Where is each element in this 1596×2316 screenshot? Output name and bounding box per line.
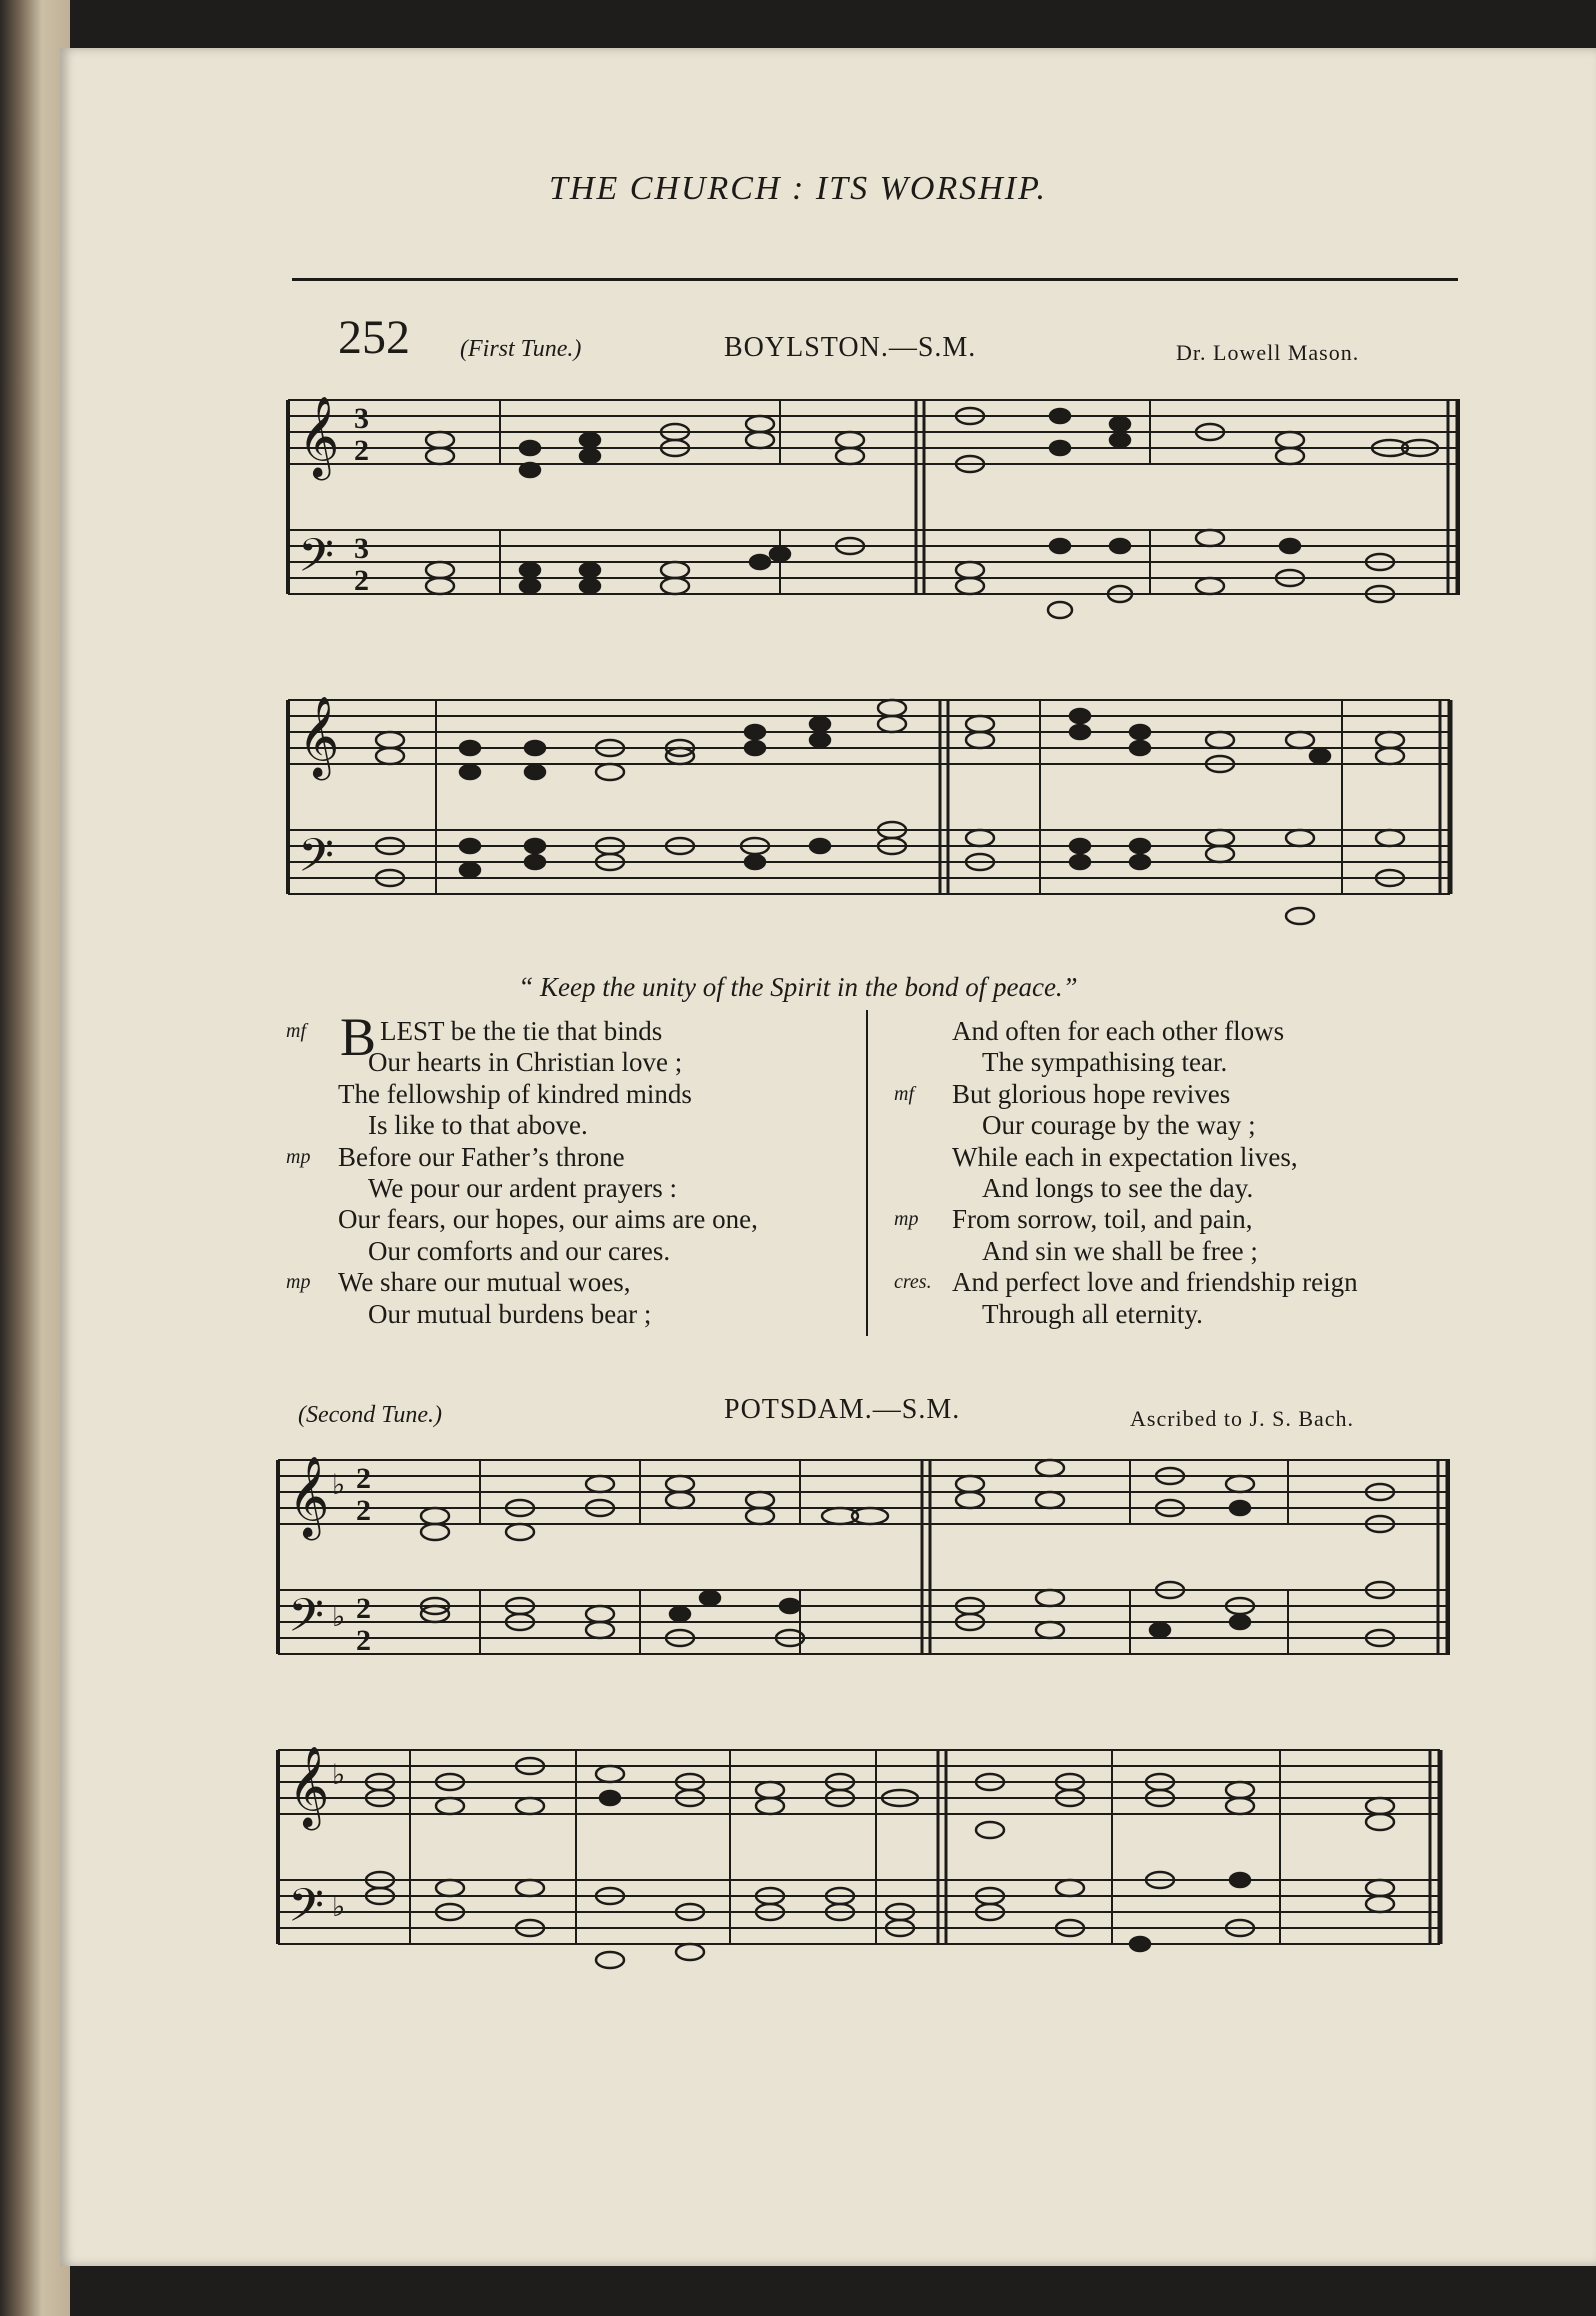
- flat-icon: ♭: [332, 1470, 346, 1501]
- drop-cap: B: [340, 1007, 377, 1067]
- dynamic-mark: cres.: [894, 1271, 932, 1294]
- header-rule: [292, 278, 1458, 281]
- verse-line: And perfect love and friendship reign: [952, 1267, 1358, 1298]
- verse-line: Our comforts and our cares.: [368, 1235, 671, 1266]
- verse-line: While each in expectation lives,: [952, 1141, 1298, 1172]
- verse-line: LEST be the tie that binds: [380, 1016, 663, 1046]
- verse-line: But glorious hope revives: [952, 1078, 1231, 1109]
- bass-clef-icon-2: 𝄢: [298, 831, 335, 893]
- first-tune-label: (First Tune.): [460, 336, 582, 362]
- verse-line: And sin we shall be free ;: [982, 1235, 1258, 1266]
- time-sig-top-bass: 3: [354, 532, 369, 565]
- potsdam-score: [270, 1440, 1450, 2000]
- treble-clef-icon-4: 𝄞: [288, 1749, 330, 1826]
- dynamic-mark: mp: [894, 1208, 919, 1231]
- notes-system-3: [421, 1460, 1394, 1646]
- verse-line: We share our mutual woes,: [338, 1267, 631, 1298]
- bass-clef-icon-3: 𝄢: [288, 1591, 325, 1653]
- potsdam-system-1: [278, 1460, 1450, 1654]
- verse-line: Before our Father’s throne: [338, 1141, 625, 1172]
- treble-clef-icon-2: 𝄞: [298, 699, 340, 776]
- verse-line: Our hearts in Christian love ;: [368, 1047, 683, 1078]
- time-sig-2-bottom-bass: 2: [356, 1624, 371, 1657]
- time-sig-2-bottom: 2: [356, 1494, 371, 1527]
- bass-clef-icon: 𝄢: [298, 531, 335, 593]
- notes-system-4: [366, 1758, 1394, 1968]
- notes-system-1: [426, 408, 1438, 618]
- verse-line: And longs to see the day.: [982, 1173, 1254, 1203]
- verse-line: Is like to that above.: [368, 1110, 588, 1141]
- second-tune-label: (Second Tune.): [298, 1402, 442, 1428]
- verse-line: From sorrow, toil, and pain,: [952, 1204, 1253, 1235]
- treble-clef-icon: 𝄞: [298, 399, 340, 476]
- time-sig-top: 3: [354, 402, 369, 435]
- hymn-number: 252: [338, 311, 410, 364]
- verse-line: The fellowship of kindred minds: [338, 1078, 692, 1109]
- time-sig-bottom-bass: 2: [354, 564, 369, 597]
- boylston-system-1: [288, 400, 1460, 594]
- page-header: THE CHURCH : ITS WORSHIP.: [549, 170, 1047, 207]
- boylston-score: [280, 380, 1460, 940]
- dynamic-mark: mp: [286, 1271, 311, 1294]
- verse-line: We pour our ardent prayers :: [368, 1173, 677, 1203]
- verse-line: The sympathising tear.: [982, 1047, 1228, 1078]
- scripture-motto: “ Keep the unity of the Spirit in the bond of peace.”: [518, 972, 1078, 1002]
- verse-line: Our mutual burdens bear ;: [368, 1298, 652, 1329]
- verse-line: Our courage by the way ;: [982, 1110, 1256, 1141]
- treble-clef-icon-3: 𝄞: [288, 1459, 330, 1536]
- flat-icon-bass-2: ♭: [332, 1892, 346, 1923]
- second-tune-composer: Ascribed to J. S. Bach.: [1130, 1406, 1355, 1431]
- time-sig-bottom: 2: [354, 434, 369, 467]
- dynamic-mark: mf: [894, 1082, 914, 1105]
- first-tune-composer: Dr. Lowell Mason.: [1176, 340, 1360, 365]
- time-sig-2-top: 2: [356, 1462, 371, 1495]
- notes-system-2: [376, 700, 1404, 924]
- time-sig-2-top-bass: 2: [356, 1592, 371, 1625]
- dynamic-mark: mf: [286, 1020, 306, 1042]
- verse-line: And often for each other flows: [952, 1016, 1285, 1046]
- verse-line: Our fears, our hopes, our aims are one,: [338, 1204, 758, 1235]
- column-divider: [866, 1010, 868, 1336]
- verse-line: Through all eternity.: [982, 1298, 1203, 1329]
- flat-icon-2: ♭: [332, 1760, 346, 1791]
- potsdam-system-2: [278, 1750, 1440, 1944]
- second-tune-name: POTSDAM.—S.M.: [724, 1394, 961, 1425]
- bass-clef-icon-4: 𝄢: [288, 1881, 325, 1943]
- flat-icon-bass: ♭: [332, 1602, 346, 1633]
- dynamic-mark: mp: [286, 1145, 311, 1168]
- first-tune-name: BOYLSTON.—S.M.: [724, 332, 977, 363]
